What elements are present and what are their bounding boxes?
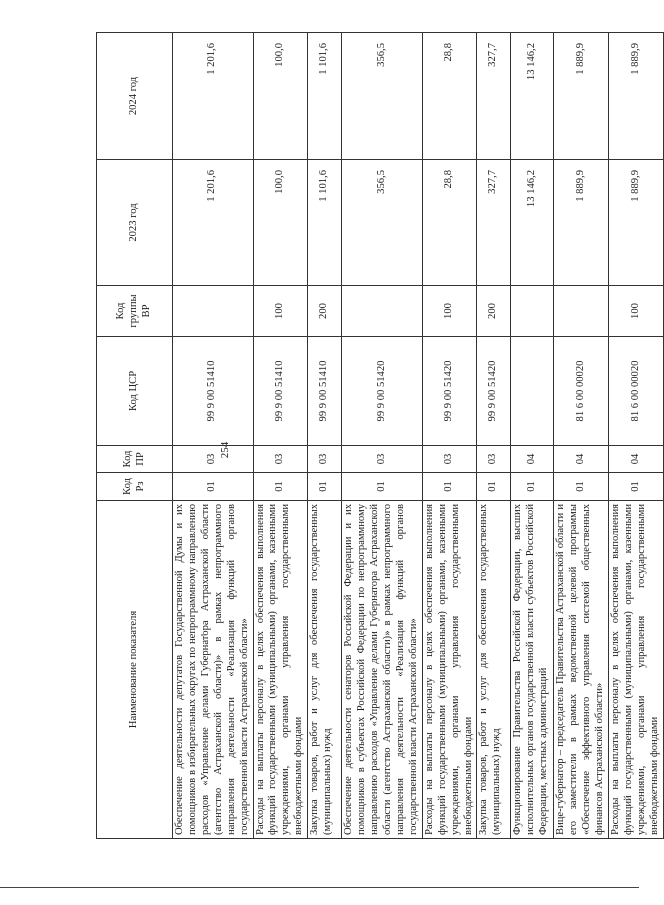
- cell-2024: 1 889,9: [554, 33, 609, 160]
- cell-vr: [511, 286, 554, 337]
- cell-2023: 13 146,2: [511, 160, 554, 286]
- cell-name: Расходы на выплаты персоналу в целях обеспечения выполнения функций государственными (муниципальными) органами, казенными учреждениями, органами управления государственными внебюджетными фондами: [422, 501, 477, 839]
- cell-pr: 04: [511, 446, 554, 473]
- cell-vr: [173, 286, 254, 337]
- header-vr: Код группы ВР: [97, 286, 173, 337]
- page-number: 254: [219, 441, 231, 459]
- table-header-row: [97, 33, 173, 839]
- cell-2024: 327,7: [477, 33, 511, 160]
- cell-csr: 81 6 00 00020: [609, 337, 664, 446]
- cell-2023: 28,8: [422, 160, 477, 286]
- header-csr: Код ЦСР: [97, 337, 173, 446]
- table-row: [308, 33, 342, 839]
- cell-name: Обеспечение деятельности сенаторов Российской Федерации и их помощников в субъектах Российской Федерации по непрограммному направлению расходов «Управление делами Губернатора Астраханской области (агентство Астраханской области)» в рамках непрограммного направления деятельности «Реализация функций органов государственной власти Астраханской области»: [342, 501, 423, 839]
- cell-2024: 28,8: [422, 33, 477, 160]
- cell-2023: 100,0: [253, 160, 308, 286]
- cell-vr: [554, 286, 609, 337]
- cell-name: Расходы на выплаты персоналу в целях обеспечения выполнения функций государственными (муниципальными) органами, казенными учреждениями, органами управления государственными внебюджетными фондами: [253, 501, 308, 839]
- cell-rz: 01: [308, 473, 342, 501]
- cell-pr: 03: [342, 446, 423, 473]
- cell-rz: 01: [173, 473, 254, 501]
- cell-vr: 100: [253, 286, 308, 337]
- header-2024: 2024 год: [97, 33, 173, 160]
- header-name: Наименование показателя: [97, 501, 173, 839]
- cell-rz: 01: [511, 473, 554, 501]
- cell-2024: 356,5: [342, 33, 423, 160]
- table-row: [173, 33, 254, 839]
- table-row: [511, 33, 554, 839]
- cell-pr: 03: [422, 446, 477, 473]
- cell-pr: 04: [554, 446, 609, 473]
- cell-2024: 100,0: [253, 33, 308, 160]
- table-row: [422, 33, 477, 839]
- cell-2024: 1 889,9: [609, 33, 664, 160]
- cell-csr: 99 9 00 51420: [422, 337, 477, 446]
- cell-csr: 99 9 00 51410: [253, 337, 308, 446]
- budget-table: [96, 32, 664, 839]
- table-row: [253, 33, 308, 839]
- cell-rz: 01: [477, 473, 511, 501]
- cell-vr: 100: [609, 286, 664, 337]
- cell-rz: 01: [342, 473, 423, 501]
- cell-name: Обеспечение деятельности депутатов Государственной Думы и их помощников в избирательных округах по непрограммному направлению расходов «Управление делами Губернатора Астраханской области (агентство Астраханской области)» в рамках непрограммного направления деятельности «Реализация функций органов государственной власти Астраханской области»: [173, 501, 254, 839]
- cell-2023: 1 889,9: [554, 160, 609, 286]
- cell-csr: 99 9 00 51420: [342, 337, 423, 446]
- rotated-table-container: [96, 33, 660, 839]
- cell-rz: 01: [422, 473, 477, 501]
- cell-name: Закупка товаров, работ и услуг для обеспечения государственных (муниципальных) нужд: [308, 501, 342, 839]
- cell-2023: 356,5: [342, 160, 423, 286]
- cell-name: Вице-губернатор – председатель Правительства Астраханской области и его заместители в рамках ведомственной целевой программы «Обеспечение эффективного управления системой общественных финансов Астраханской области»: [554, 501, 609, 839]
- cell-csr: 99 9 00 51410: [173, 337, 254, 446]
- cell-vr: 200: [477, 286, 511, 337]
- cell-2024: 13 146,2: [511, 33, 554, 160]
- table-row: [609, 33, 664, 839]
- cell-2023: 1 101,6: [308, 160, 342, 286]
- cell-pr: 03: [173, 446, 254, 473]
- cell-csr: 99 9 00 51410: [308, 337, 342, 446]
- cell-2023: 327,7: [477, 160, 511, 286]
- cell-2023: 1 889,9: [609, 160, 664, 286]
- cell-csr: 99 9 00 51420: [477, 337, 511, 446]
- cell-name: Функционирование Правительства Российской Федерации, высших исполнительных органов государственной власти субъектов Российской Федерации, местных администраций: [511, 501, 554, 839]
- cell-vr: [342, 286, 423, 337]
- scan-edge-line: [0, 887, 639, 888]
- cell-rz: 01: [609, 473, 664, 501]
- cell-pr: 04: [609, 446, 664, 473]
- cell-rz: 01: [554, 473, 609, 501]
- cell-rz: 01: [253, 473, 308, 501]
- cell-pr: 03: [477, 446, 511, 473]
- cell-vr: 100: [422, 286, 477, 337]
- cell-name: Закупка товаров, работ и услуг для обеспечения государственных (муниципальных) нужд: [477, 501, 511, 839]
- cell-csr: [511, 337, 554, 446]
- table-row: [477, 33, 511, 839]
- cell-2023: 1 201,6: [173, 160, 254, 286]
- table-row: [342, 33, 423, 839]
- cell-name: Расходы на выплаты персоналу в целях обеспечения выполнения функций государственными (муниципальными) органами, казенными учреждениями, органами управления государственными внебюджетными фондами: [609, 501, 664, 839]
- table-row: [554, 33, 609, 839]
- cell-csr: 81 6 00 00020: [554, 337, 609, 446]
- header-pr: Код ПР: [97, 446, 173, 473]
- cell-vr: 200: [308, 286, 342, 337]
- header-2023: 2023 год: [97, 160, 173, 286]
- cell-2024: 1 101,6: [308, 33, 342, 160]
- cell-2024: 1 201,6: [173, 33, 254, 160]
- cell-pr: 03: [308, 446, 342, 473]
- header-rz: Код Рз: [97, 473, 173, 501]
- cell-pr: 03: [253, 446, 308, 473]
